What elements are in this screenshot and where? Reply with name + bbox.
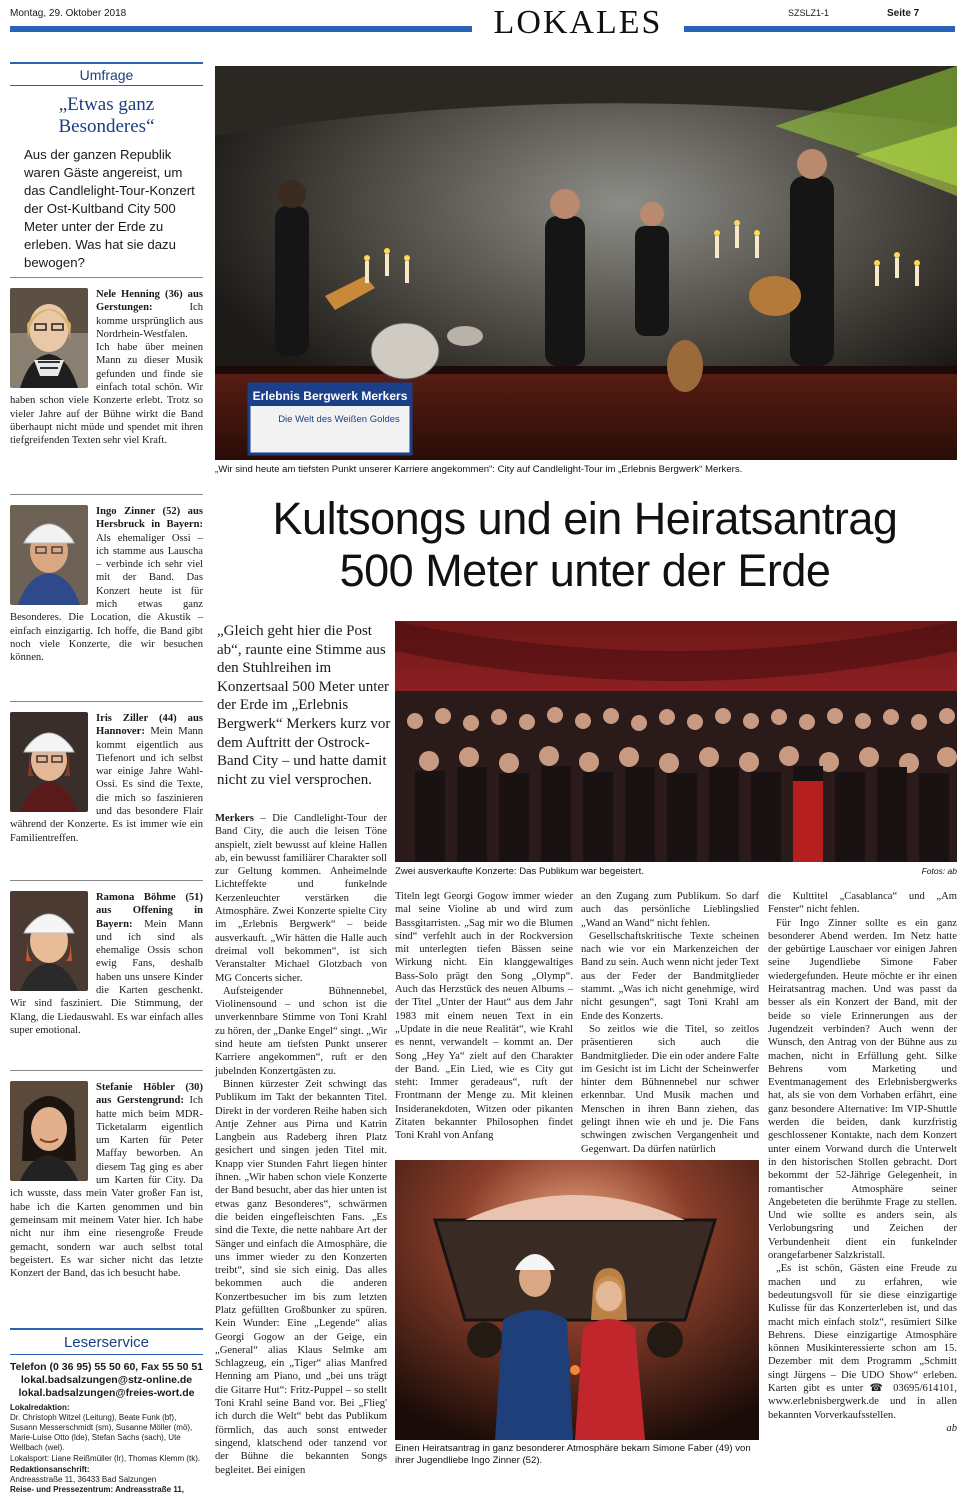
article-lead: „Gleich geht hier die Post ab“, raunte eine Stimme aus den Stuhlreihen im Konzertsaal 500 Meter unter der Erde im „Erlebnis Bergwerk“ Merkers kurz vor dem Auftritt der Ostrock-Band City – und hatte damit nicht zu viel versprochen. xyxy=(217,623,391,788)
interview-nele-henning xyxy=(10,277,203,448)
editorial-label: Lokalredaktion: xyxy=(10,1403,70,1412)
interview-text: Ich hatte mich beim MDR-Ticketalarm eigentlich um Karten für Peter Maffay beworben. An diesem Tag ging es aber um Karten für City. Da ich wusste, dass mein Vater großer Fan ist, habe ich die Karten genommen und bin gemeinsam mit meinem Vater hier. Ich habe nicht nur ihm eine riesengroße Freude gemacht, sondern war auch selbst total begeistert. Es war sicher nicht das letzte Konzert der Band, das ich besucht habe. xyxy=(10,1095,203,1280)
article-paragraph: Titeln legt Georgi Gogow immer wieder mal seine Violine ab und wird zum Bassgitarristen. „Sag mir wo die Blumen sind“ verfehlt auch in der Rockversion mit unterlegten tiefen Bässen seine Wirkung nicht. Ein klanggewaltiges Bass-Solo prägt den Song „Olymp“. Auch das Herzstück des neuen Albums – der Titel „Unter der Haut“ aus dem Jahr 1983 mit einem neuen Text in ein „Update in die neue Realität“, wie Krahl es nennt, verwandelt – kommt an. Der Song „Hey Ya“ zielt auf den Charakter der Band. „Ein Lied, wie es City gut steht: Immer geradeaus“, ruft der Frontmann der Menge zu. Mit kleinen Insideranekdoten, Witzen oder pikanten Zitaten bekannter Philosophen findet Toni Krahl von Anfang xyxy=(395,891,573,1142)
interviewee-name: Nele Henning (36) aus Gerstungen: xyxy=(96,289,203,314)
sports-staff: Lokalsport: Liane Reißmüller (lr), Thomas Klemm (tk). xyxy=(10,1454,201,1463)
interviewee-name: Stefanie Höbler (30) aus Gerstengrund: xyxy=(96,1082,203,1107)
portrait-nele-henning xyxy=(10,288,88,388)
article-paragraph: Gesellschaftskritische Texte scheinen nach wie vor ein Markenzeichen der Band zu sein. Auch wenn nicht jeder Text aus der Feder der Bandmitglieder stammt. „Was ich nicht genehmige, wird nicht gesungen“, sagt Toni Krahl am Ende des Konzerts. xyxy=(581,930,759,1022)
address-label: Redaktionsanschrift: xyxy=(10,1465,90,1474)
interview-text: Als ehemaliger Ossi – ich stamme aus Lauscha – verbinde ich sehr viel mit der Band. Das Konzert heute ist für mich etwas ganz Besonderes. Die Location, die Akustik – einfach einzigartig. Ich hoffe, die Band gibt noch viele Konzerte, die wir besuchen können. xyxy=(10,532,203,664)
interviewee-name: Iris Ziller (44) aus Hannover: xyxy=(96,713,203,738)
editorial-address: Andreasstraße 11, 36433 Bad Salzungen xyxy=(10,1475,157,1484)
issue-date: Montag, 29. Oktober 2018 xyxy=(10,8,127,19)
reader-service-email-1[interactable]: lokal.badsalzungen@stz-online.de xyxy=(20,1374,193,1386)
portrait-iris-ziller xyxy=(10,712,88,812)
reader-service-phone: Telefon (0 36 95) 55 50 60, Fax 55 50 51 xyxy=(10,1361,204,1373)
page-number: Seite 7 xyxy=(887,8,920,19)
article-column-3 xyxy=(581,890,759,1156)
portrait-ramona-boehme xyxy=(10,891,88,991)
proposal-photo xyxy=(395,1160,759,1440)
article-paragraph: die Kulttitel „Casablanca“ und „Am Fenster“ nicht fehlen. xyxy=(768,891,957,916)
survey-sidebar xyxy=(10,62,203,282)
article-author: ab xyxy=(946,1422,957,1434)
article-paragraph: So zeitlos wie die Titel, so zeitlos präsentieren sich auch die Bandmitglieder. Die ein oder andere Falte im Gesicht ist im Licht der Scheinwerfer hinter dem Bühnennebel nur schwer erkennbar. Und Musik machen und Menschen in ihren Bann ziehen, das gelingt ihnen wie eh und je. Die Fans schwingen zwischen Vergangenheit und Gegenwart. Da dürfen natürlich xyxy=(581,1023,759,1155)
interview-ingo-zinner xyxy=(10,494,203,665)
portrait-stefanie-hoebler xyxy=(10,1081,88,1181)
article-column-1 xyxy=(215,812,387,1477)
audience-photo xyxy=(395,621,957,862)
interview-ramona-boehme xyxy=(10,880,203,1037)
article-paragraph: „Es ist schön, Gästen eine Freude zu machen und zu erfahren, wie bedeutungsvoll für sie diese einzigartige Kulisse für das Konzerterleben ist, und das macht mich einfach stolz“, resümiert Silke Behrens. Diese einzigartige Atmosphäre können Musikinteressierte schon am 15. Dezember mit dem Programm „Schmitt singt Jürgens – Die UDO Show“ erleben. Karten gibt es unter ☎ 03695/614101, www.erlebnisbergwerk.de und in allen bekannten Vorverkaufsstellen. xyxy=(768,1263,957,1421)
headline-line-1: Kultsongs und ein Heiratsantrag xyxy=(272,493,898,544)
survey-quote: „Etwas ganz Besonderes“ xyxy=(58,94,155,137)
survey-heading: Umfrage xyxy=(10,62,203,86)
interview-text: Mein Mann und ich sind als ehemalige Ossis schon ewig Fans, deshalb haben uns unsere Kinder die Karten geschenkt. Wir sind fasziniert. Die Stimmung, der Klang, die Liedauswahl. Es war einfach alles super emotional. xyxy=(10,918,203,1036)
caption-stage-photo: „Wir sind heute am tiefsten Punkt unserer Karriere angekommen“: City auf Candlelight-Tour im „Erlebnis Bergwerk“ Merkers. xyxy=(215,464,743,475)
survey-intro: Aus der ganzen Republik waren Gäste angereist, um das Candlelight-Tour-Konzert der Ost-Kultband City 500 Meter unter der Erde zu erleben. Was hat sie dazu bewogen? xyxy=(24,147,195,270)
editorial-staff: Dr. Christoph Witzel (Leitung), Beate Funk (bf), Susann Messerschmidt (sm), Susanne Möller (mö), Marie-Luise Otto (lde), Stefan Sachs (sach), Ute Wellbach (wel). xyxy=(10,1413,193,1452)
article-paragraph: Aufsteigender Bühnennebel, Violinensound – und schon ist die unverkennbare Stimme von Toni Krahl zu hören, der „Danke Engel“ singt. „Wir sind heute am tiefsten Punkt unserer Karriere angekommen“, ruft er den jubelnden Konzertgästen zu. xyxy=(215,985,387,1077)
reader-service-email-2[interactable]: lokal.badsalzungen@freies-wort.de xyxy=(18,1387,195,1399)
article-column-4 xyxy=(768,890,957,1435)
header-rule-right xyxy=(684,26,955,32)
banner-line-2: Die Welt des Weißen Goldes xyxy=(278,414,400,425)
portrait-ingo-zinner xyxy=(10,505,88,605)
interview-text: Ich komme ursprünglich aus Nordrhein-Westfalen. Ich habe über meinen Mann zu dieser Musik gefunden und finde sie einfach total schön. Wir haben schon viele Konzerte erlebt. Trotz so vieler Jahre auf der Bühne wirkt die Band überhaupt nicht müde und spendet mit ihren tiefgreifenden Texten sehr viel Kraft. xyxy=(10,302,203,447)
reader-service-box xyxy=(10,1328,203,1495)
headline-line-2: 500 Meter unter der Erde xyxy=(339,545,831,596)
press-center: Reise- und Pressezentrum: Andreasstraße 11, xyxy=(10,1485,184,1494)
interviewee-name: Ingo Zinner (52) aus Hersbruck in Bayern: xyxy=(96,506,203,531)
concert-stage-photo xyxy=(215,66,957,460)
reader-service-heading: Leserservice xyxy=(10,1328,203,1355)
interview-text: Mein Mann kommt eigentlich aus Tiefenort und ich selbst war einige Jahre Wahl-Ossi. Es sind die Texte, die mich so faszinieren und das besondere Flair während der Konzerte. Es ist immer wie ein Familientreffen. xyxy=(10,726,203,844)
photo-credit: Fotos: ab xyxy=(921,866,957,876)
article-paragraph: an den Zugang zum Publikum. So darf auch das persönliche Lieblingslied „Wand an Wand“ nicht fehlen. xyxy=(581,891,759,929)
article-paragraph: – Die Candlelight-Tour der Band City, die auch die leisen Töne anspielt, zielt bewusst auf kleine Hallen ab, ein bewusst familiärer Charakter soll zur Geltung kommen. Anheimelnde Lichteffekte und funkelnde Kerzenleuchter verstärken die Atmosphäre. Zwei Konzerte spielte City im „Erlebnis Bergwerk“ – beide ausverkauft. „Wir hätten die Halle auch dreimal voll bekommen“, ist sich Veranstalter Michael Glotzbach von MG Concerts sicher. xyxy=(215,813,387,984)
article-paragraph: Für Ingo Zinner sollte es ein ganz besonderer Abend werden. Im Netz hatte der gebürtige Lauschaer vor einigen Jahren seine Jugendliebe Simone Faber wiedergefunden. Heute möchte er ihr einen Heiratsantrag machen. Und was passt da besser als ein Konzert der Band, mit der beide so viele Erinnerungen aus der Jugendzeit verbinden? Auch wenn der Wunsch, den Antrag von der Bühne aus zu machen, nicht in Erfüllung geht. Silke Behrens vom Marketing und Eventmanagement des Erlebnisbergwerks hat, als sie von dem Vorhaben erfährt, eine ganz besondere Alternative: Im VIP-Shuttle werden die beiden, dank kurzfristig geschlossener Kontakte, nach dem Konzert unter einem Vorwand durch die Unterwelt in den historischen Stollen gebracht. Dort bekommt der 52-Jährige Gelegenheit, in romantischer Atmosphäre seiner Angebeteten die berühmte Frage zu stellen. Und wie sollte es anders sein, als Verlobungsring und Zeichen der Verbundenheit dient ein funkelnder orangefarbener Salzkristall. xyxy=(768,917,957,1262)
edition-code: SZSLZ1-1 xyxy=(788,8,830,18)
dateline: Merkers xyxy=(215,813,254,824)
article-column-2 xyxy=(395,890,573,1143)
article-headline xyxy=(215,493,955,597)
interviewee-name: Ramona Böhme (51) aus Offening in Bayern: xyxy=(96,892,203,930)
caption-proposal-photo: Einen Heiratsantrag in ganz besonderer Atmosphäre bekam Simone Faber (49) von ihrer Jugendliebe Ingo Zinner (52). xyxy=(395,1443,751,1466)
caption-audience-photo: Zwei ausverkaufte Konzerte: Das Publikum war begeistert. xyxy=(395,866,645,877)
article-paragraph: Binnen kürzester Zeit schwingt das Publikum im Takt der bekannten Titel. Direkt in der vorderen Reihe haben sich Antje Zehner aus Pirna und Katrin Langbein aus Radeberg ihren Platz gesichert und singen jeden Titel mit. Knapp vier Stunden Fahrt liegen hinter ihnen. „Wir haben schon viele Konzerte der Band besucht, aber das hier unten ist etwas ganz Besonderes“, schwärmen die beiden eingefleischten Fans. „Es sind die Texte, die nette nahbare Art der Sänger und einfach die Atmosphäre, die uns immer wieder zu den Konzerten treibt“, sind sie sich einig. Das alles bekommen auch die anderen Konzertbesucher im bis zum letzten Platz gefüllten Großbunker zu spüren. Kein Wunder: Eine „Legende“ alias Georgi Gogow an der Geige, ein „General“ alias Klaus Selmke am Schlagzeug, ein „Tiger“ alias Manfred Henning am Piano, und „bei uns trägt die Gitarre Hut“: Fritz-Puppel – so stellt Toni Krahl seine Band vor. Bei „Flieg' ich durch die Welt“ bebt das Publikum förmlich, das auch sonst entweder singend, klatschend oder tanzend vor der Bühne die bekannten Songs begleitet. Bei einigen xyxy=(215,1078,387,1476)
section-title: LOKALES xyxy=(493,4,663,41)
interview-iris-ziller xyxy=(10,701,203,845)
header-rule-left xyxy=(10,26,472,32)
banner-line-1: Erlebnis Bergwerk Merkers xyxy=(252,389,408,403)
interview-stefanie-hoebler xyxy=(10,1070,203,1280)
